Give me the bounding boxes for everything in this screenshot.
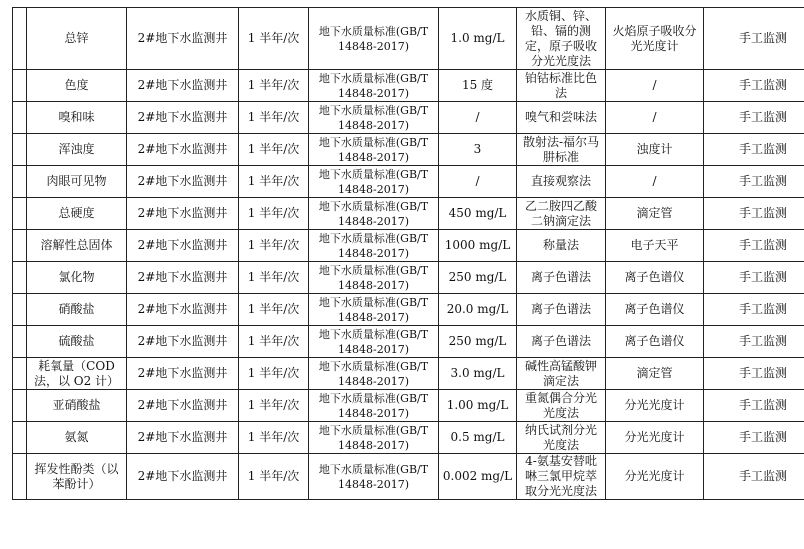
limit-value-cell: / [439,102,517,134]
standard-reference-cell: 地下水质量标准(GB/T 14848-2017) [309,294,439,326]
monitoring-mode-cell: 手工监测 [704,262,804,294]
monitoring-site-cell: 2#地下水监测井 [127,70,239,102]
instrument-cell: 浊度计 [606,134,704,166]
standard-reference-cell: 地下水质量标准(GB/T 14848-2017) [309,8,439,70]
limit-value-cell: 20.0 mg/L [439,294,517,326]
analysis-method-cell: 重氮偶合分光光度法 [517,390,606,422]
table-row [13,390,804,422]
item-name-cell: 硫酸盐 [27,326,127,358]
standard-reference-cell: 地下水质量标准(GB/T 14848-2017) [309,134,439,166]
frequency-cell: 1 半年/次 [239,166,309,198]
left-margin-cell [13,454,27,500]
table-row [13,358,804,390]
table-row [13,70,804,102]
instrument-cell: 滴定管 [606,198,704,230]
monitoring-table [12,7,804,500]
table-row [13,198,804,230]
analysis-method-cell: 嗅气和尝味法 [517,102,606,134]
monitoring-mode-cell: 手工监测 [704,102,804,134]
monitoring-mode-cell: 手工监测 [704,230,804,262]
left-margin-cell [13,422,27,454]
monitoring-site-cell: 2#地下水监测井 [127,390,239,422]
limit-value-cell: 1.00 mg/L [439,390,517,422]
analysis-method-cell: 称量法 [517,230,606,262]
frequency-cell: 1 半年/次 [239,294,309,326]
limit-value-cell: 3 [439,134,517,166]
table-row [13,454,804,500]
table-row [13,262,804,294]
frequency-cell: 1 半年/次 [239,230,309,262]
instrument-cell: / [606,102,704,134]
left-margin-cell [13,102,27,134]
monitoring-mode-cell: 手工监测 [704,166,804,198]
limit-value-cell: 0.5 mg/L [439,422,517,454]
standard-reference-cell: 地下水质量标准(GB/T 14848-2017) [309,454,439,500]
instrument-cell: 滴定管 [606,358,704,390]
table-row [13,294,804,326]
limit-value-cell: 15 度 [439,70,517,102]
instrument-cell: 离子色谱仪 [606,326,704,358]
frequency-cell: 1 半年/次 [239,326,309,358]
instrument-cell: / [606,70,704,102]
monitoring-site-cell: 2#地下水监测井 [127,166,239,198]
instrument-cell: 离子色谱仪 [606,262,704,294]
instrument-cell: 火焰原子吸收分光光度计 [606,8,704,70]
analysis-method-cell: 纳氏试剂分光光度法 [517,422,606,454]
limit-value-cell: 250 mg/L [439,326,517,358]
limit-value-cell: 1.0 mg/L [439,8,517,70]
frequency-cell: 1 半年/次 [239,390,309,422]
limit-value-cell: 3.0 mg/L [439,358,517,390]
table-row [13,166,804,198]
instrument-cell: 分光光度计 [606,390,704,422]
table-row [13,102,804,134]
left-margin-cell [13,294,27,326]
monitoring-site-cell: 2#地下水监测井 [127,358,239,390]
limit-value-cell: / [439,166,517,198]
item-name-cell: 挥发性酚类（以苯酚计） [27,454,127,500]
left-margin-cell [13,390,27,422]
table-row [13,8,804,70]
frequency-cell: 1 半年/次 [239,102,309,134]
analysis-method-cell: 水质铜、锌、铅、镉的测定，原子吸收分光光度法 [517,8,606,70]
analysis-method-cell: 乙二胺四乙酸二钠滴定法 [517,198,606,230]
instrument-cell: 分光光度计 [606,422,704,454]
monitoring-site-cell: 2#地下水监测井 [127,134,239,166]
item-name-cell: 浑浊度 [27,134,127,166]
table-row [13,230,804,262]
table-row [13,134,804,166]
left-margin-cell [13,326,27,358]
limit-value-cell: 250 mg/L [439,262,517,294]
monitoring-site-cell: 2#地下水监测井 [127,198,239,230]
standard-reference-cell: 地下水质量标准(GB/T 14848-2017) [309,262,439,294]
standard-reference-cell: 地下水质量标准(GB/T 14848-2017) [309,358,439,390]
frequency-cell: 1 半年/次 [239,70,309,102]
monitoring-mode-cell: 手工监测 [704,358,804,390]
item-name-cell: 嗅和味 [27,102,127,134]
analysis-method-cell: 离子色谱法 [517,294,606,326]
monitoring-site-cell: 2#地下水监测井 [127,454,239,500]
table-row [13,422,804,454]
frequency-cell: 1 半年/次 [239,198,309,230]
item-name-cell: 总锌 [27,8,127,70]
monitoring-site-cell: 2#地下水监测井 [127,422,239,454]
item-name-cell: 溶解性总固体 [27,230,127,262]
analysis-method-cell: 散射法-福尔马肼标准 [517,134,606,166]
monitoring-mode-cell: 手工监测 [704,294,804,326]
analysis-method-cell: 铂钴标准比色法 [517,70,606,102]
frequency-cell: 1 半年/次 [239,8,309,70]
left-margin-cell [13,8,27,70]
analysis-method-cell: 直接观察法 [517,166,606,198]
limit-value-cell: 450 mg/L [439,198,517,230]
frequency-cell: 1 半年/次 [239,422,309,454]
standard-reference-cell: 地下水质量标准(GB/T 14848-2017) [309,390,439,422]
instrument-cell: 分光光度计 [606,454,704,500]
monitoring-mode-cell: 手工监测 [704,198,804,230]
limit-value-cell: 0.002 mg/L [439,454,517,500]
monitoring-site-cell: 2#地下水监测井 [127,8,239,70]
standard-reference-cell: 地下水质量标准(GB/T 14848-2017) [309,166,439,198]
left-margin-cell [13,134,27,166]
table-row [13,326,804,358]
analysis-method-cell: 离子色谱法 [517,262,606,294]
monitoring-mode-cell: 手工监测 [704,70,804,102]
item-name-cell: 氯化物 [27,262,127,294]
left-margin-cell [13,198,27,230]
standard-reference-cell: 地下水质量标准(GB/T 14848-2017) [309,102,439,134]
standard-reference-cell: 地下水质量标准(GB/T 14848-2017) [309,326,439,358]
item-name-cell: 亚硝酸盐 [27,390,127,422]
item-name-cell: 硝酸盐 [27,294,127,326]
left-margin-cell [13,230,27,262]
analysis-method-cell: 离子色谱法 [517,326,606,358]
instrument-cell: 离子色谱仪 [606,294,704,326]
left-margin-cell [13,262,27,294]
monitoring-site-cell: 2#地下水监测井 [127,294,239,326]
limit-value-cell: 1000 mg/L [439,230,517,262]
frequency-cell: 1 半年/次 [239,262,309,294]
monitoring-site-cell: 2#地下水监测井 [127,326,239,358]
item-name-cell: 氨氮 [27,422,127,454]
analysis-method-cell: 4-氨基安替吡啉三氯甲烷萃取分光光度法 [517,454,606,500]
standard-reference-cell: 地下水质量标准(GB/T 14848-2017) [309,422,439,454]
standard-reference-cell: 地下水质量标准(GB/T 14848-2017) [309,230,439,262]
monitoring-mode-cell: 手工监测 [704,326,804,358]
monitoring-mode-cell: 手工监测 [704,134,804,166]
left-margin-cell [13,70,27,102]
frequency-cell: 1 半年/次 [239,134,309,166]
monitoring-site-cell: 2#地下水监测井 [127,262,239,294]
standard-reference-cell: 地下水质量标准(GB/T 14848-2017) [309,198,439,230]
instrument-cell: 电子天平 [606,230,704,262]
standard-reference-cell: 地下水质量标准(GB/T 14848-2017) [309,70,439,102]
frequency-cell: 1 半年/次 [239,358,309,390]
item-name-cell: 肉眼可见物 [27,166,127,198]
monitoring-mode-cell: 手工监测 [704,390,804,422]
frequency-cell: 1 半年/次 [239,454,309,500]
item-name-cell: 色度 [27,70,127,102]
monitoring-site-cell: 2#地下水监测井 [127,102,239,134]
instrument-cell: / [606,166,704,198]
monitoring-site-cell: 2#地下水监测井 [127,230,239,262]
monitoring-mode-cell: 手工监测 [704,8,804,70]
left-margin-cell [13,358,27,390]
item-name-cell: 耗氧量（COD 法，以 O2 计） [27,358,127,390]
item-name-cell: 总硬度 [27,198,127,230]
left-margin-cell [13,166,27,198]
monitoring-mode-cell: 手工监测 [704,422,804,454]
monitoring-mode-cell: 手工监测 [704,454,804,500]
analysis-method-cell: 碱性高锰酸钾滴定法 [517,358,606,390]
